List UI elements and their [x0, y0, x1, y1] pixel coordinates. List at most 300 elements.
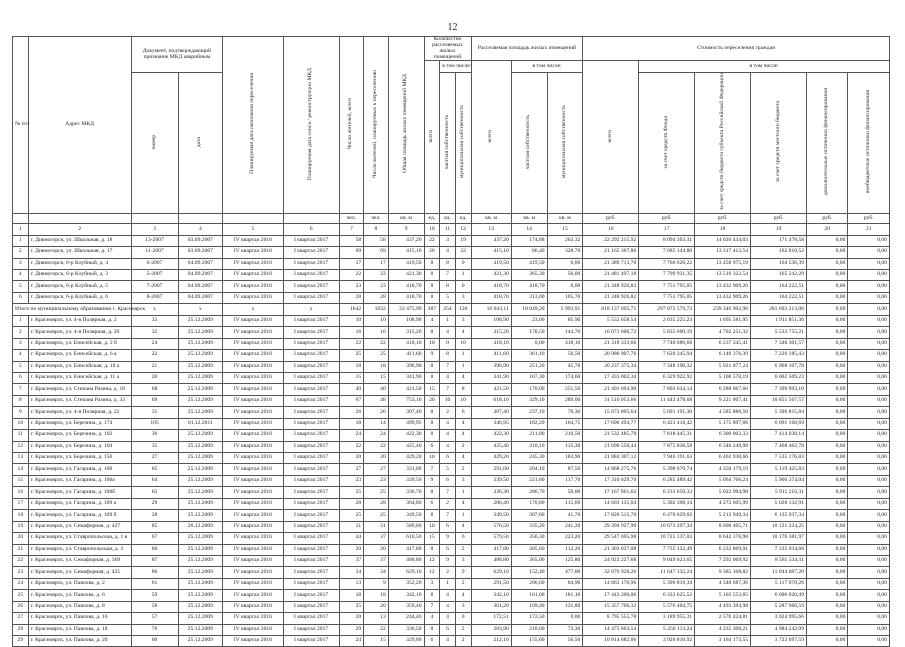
col-doc-date-header: дата	[196, 136, 203, 148]
total-cell: x	[131, 304, 178, 315]
table-cell: 7	[440, 384, 456, 395]
table-cell: 9 385 108,82	[695, 567, 751, 578]
table-cell: 425,40	[471, 441, 511, 452]
table-cell: 58	[339, 235, 364, 246]
table-cell: 144,70	[547, 327, 583, 338]
table-cell: г. Красноярск, ул. 4-я Полярная, д. 2	[28, 315, 131, 326]
table-cell: г. Красноярск, ул. Гагарина, д. 100а	[28, 475, 131, 486]
table-cell: 04.09.2007	[178, 281, 223, 292]
table-cell: 25.12.2009	[178, 533, 223, 544]
table-cell: 8	[424, 258, 440, 269]
table-cell: 2	[455, 578, 471, 589]
table-cell: 22	[424, 235, 440, 246]
table-cell: I квартал 2017	[283, 464, 339, 475]
table-cell: 7 292 069,92	[695, 555, 751, 566]
table-cell: IV квартал 2016	[223, 601, 283, 612]
table-cell: 359,40	[388, 601, 424, 612]
table-cell: 204,10	[511, 464, 547, 475]
table-cell: 1	[455, 487, 471, 498]
table-cell: 14 603 135,04	[583, 498, 639, 509]
table-cell: IV квартал 2016	[223, 510, 283, 521]
table-cell: 25.12.2009	[178, 453, 223, 464]
table-cell: 8 581 534,11	[751, 555, 807, 566]
col-area-total2-header: всего	[487, 129, 494, 143]
table-cell: 7	[440, 270, 456, 281]
table-cell: IV квартал 2016	[223, 613, 283, 624]
table-cell: 10 851 567,57	[751, 395, 807, 406]
table-cell: I квартал 2017	[283, 407, 339, 418]
table-cell: 164 222,51	[751, 281, 807, 292]
total-cell: x	[178, 304, 223, 315]
table-cell: 437,20	[471, 235, 511, 246]
table-cell: 3	[455, 601, 471, 612]
table-row	[13, 372, 890, 383]
table-cell: г. Красноярск, ул. Семафорная, д. 369	[28, 555, 131, 566]
table-cell: 22	[339, 441, 364, 452]
table-cell: 0,00	[848, 578, 890, 589]
table-cell: 8	[424, 430, 440, 441]
table-cell: 4	[440, 590, 456, 601]
table-cell: 4	[440, 372, 456, 383]
table-cell: 349,50	[388, 510, 424, 521]
table-cell: 16	[13, 487, 29, 498]
table-row	[13, 555, 890, 566]
table-cell: 152,40	[511, 567, 547, 578]
col-cost-incl-header: в том числе:	[639, 61, 890, 73]
table-cell: 10	[13, 418, 29, 429]
table-row	[13, 590, 890, 601]
table-cell: 0,00	[848, 361, 890, 372]
table-cell: 01.12.2011	[178, 418, 223, 429]
table-cell: 629,10	[471, 567, 511, 578]
table-cell: 115,30	[547, 441, 583, 452]
column-index-cell: 6	[283, 224, 339, 235]
table-cell: 4	[440, 327, 456, 338]
resettlement-table	[12, 36, 890, 647]
table-cell: 291,60	[471, 464, 511, 475]
table-cell: 210,60	[511, 624, 547, 635]
table-cell: 0,00	[807, 372, 848, 383]
table-cell: 25.12.2009	[178, 567, 223, 578]
table-cell: 22	[364, 441, 389, 452]
table-cell: 10 814 682,06	[583, 636, 639, 647]
table-cell: 25.12.2009	[178, 372, 223, 383]
column-index-cell: 9	[388, 224, 424, 235]
table-cell: 21 303 037,08	[583, 544, 639, 555]
table-cell: 328,70	[547, 247, 583, 258]
table-cell: 3	[455, 292, 471, 303]
table-cell: г. Красноярск, ул. Гагарина, д. 100	[28, 464, 131, 475]
table-cell: 17 690 494,77	[583, 418, 639, 429]
table-cell: 336,30	[471, 487, 511, 498]
table-cell: 421,50	[388, 384, 424, 395]
table-cell: 21 318 333,66	[583, 338, 639, 349]
table-cell: 4	[13, 350, 29, 361]
table-cell: 3	[440, 235, 456, 246]
table-cell: 66	[131, 544, 178, 555]
table-cell: 2	[13, 247, 29, 258]
table-cell: 4	[440, 601, 456, 612]
table-cell: 629,10	[388, 567, 424, 578]
table-cell: 9	[364, 578, 389, 589]
table-cell: 4	[455, 498, 471, 509]
table-cell: 8	[424, 327, 440, 338]
table-cell: 25.12.2009	[178, 338, 223, 349]
table-cell: I квартал 2017	[283, 624, 339, 635]
col-area-group-header: Расселяемая площадь жилых помещений	[471, 37, 583, 61]
table-cell: 6 968 107,78	[751, 361, 807, 372]
unit-cell: кв. м	[388, 214, 424, 224]
table-cell: 20	[339, 453, 364, 464]
table-cell: 0,00	[807, 270, 848, 281]
table-cell: 21 491 694,90	[583, 384, 639, 395]
table-cell: 0,00	[848, 613, 890, 624]
table-cell: 11	[13, 430, 29, 441]
table-row	[13, 578, 890, 589]
table-cell: 31	[131, 407, 178, 418]
table-cell: 4	[424, 613, 440, 624]
table-cell: 310,10	[511, 441, 547, 452]
table-cell: 418,70	[388, 292, 424, 303]
table-cell: 237,10	[511, 407, 547, 418]
table-cell: I квартал 2017	[283, 578, 339, 589]
table-cell: 44	[339, 533, 364, 544]
table-cell: 1	[13, 235, 29, 246]
table-cell: 421,30	[388, 270, 424, 281]
table-cell: 40	[339, 384, 364, 395]
table-cell: 7 620 345,94	[639, 350, 695, 361]
table-cell: 5 921 077,24	[695, 361, 751, 372]
table-cell: 244,40	[388, 613, 424, 624]
table-cell: 5 398 670,74	[639, 464, 695, 475]
table-cell: 14 026 434,03	[695, 235, 751, 246]
table-cell: IV квартал 2016	[223, 533, 283, 544]
unit-cell: руб.	[807, 214, 848, 224]
col-extra-header: дополнительные источники финансирования	[823, 88, 830, 196]
table-cell: г. Красноярск, ул. Гагарина, д. 109 б	[28, 510, 131, 521]
table-cell: 25	[364, 350, 389, 361]
table-cell: г. Красноярск, ул. Енисейская, д. 6 а	[28, 350, 131, 361]
table-cell: I квартал 2017	[283, 315, 339, 326]
table-cell: 29 547 695,98	[583, 533, 639, 544]
table-cell: 0,00	[547, 281, 583, 292]
table-cell: 2	[455, 464, 471, 475]
table-cell: 6 237 345,41	[695, 338, 751, 349]
table-cell: I квартал 2017	[283, 235, 339, 246]
table-cell: 8 094 303,31	[639, 235, 695, 246]
table-cell: 7 946 191,63	[639, 453, 695, 464]
table-cell: 164 536,39	[751, 258, 807, 269]
table-cell: I квартал 2017	[283, 270, 339, 281]
table-row	[13, 350, 890, 361]
table-cell: 7 348 190,32	[639, 361, 695, 372]
table-cell: 36	[131, 430, 178, 441]
table-cell: IV квартал 2016	[223, 315, 283, 326]
table-cell: 418,70	[511, 281, 547, 292]
table-cell: г. Красноярск, ул. Павлова, д. 18	[28, 624, 131, 635]
table-cell: 396,90	[471, 361, 511, 372]
table-cell: 12	[424, 555, 440, 566]
table-cell: I квартал 2017	[283, 601, 339, 612]
table-cell: 167,30	[511, 372, 547, 383]
table-cell: 1 911 851,36	[751, 315, 807, 326]
table-cell: 9	[440, 555, 456, 566]
table-cell: IV квартал 2016	[223, 544, 283, 555]
table-cell: г. Красноярск, ул. Павлова, д. 8	[28, 601, 131, 612]
table-cell: 2	[440, 498, 456, 509]
table-cell: 22	[364, 270, 389, 281]
table-cell: 0,00	[848, 487, 890, 498]
col-fund-header: за счет средств Фонда	[662, 115, 669, 169]
table-cell: 10	[455, 338, 471, 349]
table-cell: 0,00	[807, 430, 848, 441]
table-cell: 6 006 020,49	[751, 590, 807, 601]
table-cell: 0,00	[848, 453, 890, 464]
table-cell: 20	[339, 544, 364, 555]
table-cell: 18	[339, 361, 364, 372]
table-cell: 25.12.2009	[178, 578, 223, 589]
table-cell: 13 516 322,54	[695, 270, 751, 281]
table-cell: 31	[339, 521, 364, 532]
table-cell: 305,60	[511, 544, 547, 555]
table-cell: 0,00	[807, 510, 848, 521]
col-rooms-total-header: всего	[427, 129, 434, 143]
table-cell: I квартал 2017	[283, 487, 339, 498]
table-cell: 4	[13, 270, 29, 281]
table-cell: 4	[455, 590, 471, 601]
table-cell: 22	[455, 247, 471, 258]
table-cell: 18	[339, 418, 364, 429]
table-cell: 5	[13, 281, 29, 292]
table-cell: I квартал 2017	[283, 613, 339, 624]
table-cell: 31	[364, 521, 389, 532]
table-cell: 1	[440, 578, 456, 589]
table-cell: 356,30	[511, 533, 547, 544]
table-cell: 419,50	[511, 258, 547, 269]
table-cell: 20	[424, 395, 440, 406]
table-cell: 25	[13, 590, 29, 601]
table-cell: 8	[424, 270, 440, 281]
table-row	[13, 407, 890, 418]
table-cell: 9	[440, 533, 456, 544]
table-cell: 0,00	[807, 567, 848, 578]
table-cell: 164 222,51	[751, 292, 807, 303]
table-cell: 28	[364, 292, 389, 303]
table-cell: 3	[455, 555, 471, 566]
table-cell: 206,60	[511, 578, 547, 589]
table-cell: 165 242,29	[751, 270, 807, 281]
table-cell: 25.12.2009	[178, 624, 223, 635]
table-cell: 0,00	[807, 555, 848, 566]
total-row	[13, 304, 890, 315]
table-cell: 7	[440, 510, 456, 521]
table-cell: 6-2007	[131, 258, 178, 269]
table-cell: 155,60	[511, 636, 547, 647]
table-cell: 170,80	[511, 498, 547, 509]
table-cell: 17	[13, 498, 29, 509]
table-cell: г. Красноярск, ул. Павлова, д. 16	[28, 613, 131, 624]
table-cell: 499,95	[388, 418, 424, 429]
table-cell: 0,00	[807, 601, 848, 612]
col-unneeded-header: внебюджетные источники финансирования	[864, 90, 871, 194]
table-row	[13, 327, 890, 338]
table-cell: 0,00	[848, 395, 890, 406]
table-cell: 4	[455, 453, 471, 464]
table-cell: 25	[364, 510, 389, 521]
table-cell: 5 396 815,84	[751, 407, 807, 418]
table-body	[13, 224, 890, 647]
table-cell: 364,80	[388, 498, 424, 509]
table-cell: 0,00	[848, 441, 890, 452]
table-cell: IV квартал 2016	[223, 258, 283, 269]
table-cell: 417,80	[388, 544, 424, 555]
table-cell: 13 317 412,54	[695, 247, 751, 258]
total-cell: 387	[424, 304, 440, 315]
table-cell: IV квартал 2016	[223, 270, 283, 281]
table-cell: 0,00	[848, 567, 890, 578]
table-cell: 7 799 931,35	[639, 270, 695, 281]
table-cell: 4	[424, 315, 440, 326]
unit-cell: чел.	[364, 214, 389, 224]
table-cell: I квартал 2017	[283, 372, 339, 383]
table-cell: 1 695 581,95	[695, 315, 751, 326]
table-cell: 251,50	[547, 384, 583, 395]
table-cell: 7	[424, 464, 440, 475]
table-cell: 5 287 966,59	[751, 601, 807, 612]
table-cell: 2	[13, 327, 29, 338]
table-cell: 0,00	[807, 613, 848, 624]
table-cell: 7 535 176,83	[751, 453, 807, 464]
table-cell: 5 396 819,34	[639, 578, 695, 589]
table-cell: 7 414 038,14	[751, 430, 807, 441]
table-cell: 5 028 132,91	[751, 498, 807, 509]
table-cell: I квартал 2017	[283, 544, 339, 555]
table-cell: г. Красноярск, ул. Семафорная, д. 425	[28, 567, 131, 578]
table-cell: 85,90	[547, 315, 583, 326]
table-cell: 32	[131, 327, 178, 338]
table-cell: 7 803 634,14	[639, 384, 695, 395]
table-cell: 3	[424, 578, 440, 589]
table-header	[13, 37, 890, 224]
table-cell: 03.09.2007	[178, 247, 223, 258]
table-cell: I квартал 2017	[283, 384, 339, 395]
table-cell: 5 103 553,85	[695, 590, 751, 601]
table-cell: 7	[424, 601, 440, 612]
table-cell: 70,30	[547, 407, 583, 418]
table-cell: г. Красноярск, ул. Гагарина, д. 109 а	[28, 498, 131, 509]
table-cell: 24	[131, 338, 178, 349]
table-cell: 0,00	[848, 292, 890, 303]
column-index-cell: 2	[28, 224, 131, 235]
table-cell: 418,10	[547, 338, 583, 349]
table-cell: г. Красноярск, ул. Степана Разина, д. 33	[28, 395, 131, 406]
table-cell: 5 175 897,66	[695, 418, 751, 429]
table-cell: 13 458 975,19	[695, 258, 751, 269]
table-cell: 21 348 926,82	[583, 281, 639, 292]
table-row	[13, 533, 890, 544]
table-cell: 0,00	[848, 338, 890, 349]
table-row	[13, 395, 890, 406]
table-cell: 7 335 034,68	[751, 544, 807, 555]
table-cell: 21	[131, 361, 178, 372]
column-index-cell: 4	[178, 224, 223, 235]
table-row	[13, 247, 890, 258]
unit-cell: руб.	[848, 214, 890, 224]
table-cell: I квартал 2017	[283, 258, 339, 269]
table-cell: 342,10	[388, 590, 424, 601]
table-cell: 365,30	[511, 270, 547, 281]
table-cell: 5 213 949,34	[695, 510, 751, 521]
table-cell: 8	[424, 361, 440, 372]
table-cell: 0,00	[848, 521, 890, 532]
table-cell: IV квартал 2016	[223, 498, 283, 509]
table-cell: 210,50	[547, 430, 583, 441]
table-cell: 6 232 869,91	[695, 544, 751, 555]
table-cell: 2	[455, 441, 471, 452]
table-cell: 6	[440, 521, 456, 532]
table-cell: 8	[440, 258, 456, 269]
table-cell: 6	[440, 544, 456, 555]
table-cell: 13-2007	[131, 235, 178, 246]
table-cell: 313,00	[511, 292, 547, 303]
table-cell: 11 443 478,68	[639, 395, 695, 406]
table-cell: г. Красноярск, ул. Енисейская, д. 2 б	[28, 338, 131, 349]
table-cell: I квартал 2017	[283, 418, 339, 429]
table-row	[13, 624, 890, 635]
unit-cell: кв. м	[471, 214, 511, 224]
table-cell: 0,00	[807, 464, 848, 475]
table-cell: 0,00	[807, 418, 848, 429]
table-cell: 425,40	[388, 441, 424, 452]
table-cell: 8	[455, 384, 471, 395]
table-cell: 0,00	[848, 636, 890, 647]
table-cell: 262,32	[547, 235, 583, 246]
table-cell: 24	[339, 636, 364, 647]
table-cell: 0,00	[807, 384, 848, 395]
table-cell: IV квартал 2016	[223, 624, 283, 635]
table-cell: 21 532 485,78	[583, 430, 639, 441]
table-cell: I квартал 2017	[283, 521, 339, 532]
table-cell: 0,00	[807, 327, 848, 338]
table-cell: 0	[455, 281, 471, 292]
table-cell: 182,20	[511, 418, 547, 429]
table-cell: 618,10	[471, 395, 511, 406]
table-cell: 115,60	[547, 498, 583, 509]
table-cell: 0,00	[547, 613, 583, 624]
table-cell: 5 022 994,98	[695, 487, 751, 498]
table-cell: г. Дивногорск, 6-р Клубный, д. 4	[28, 258, 131, 269]
table-cell: 22 292 215,92	[583, 235, 639, 246]
column-index-cell: 3	[131, 224, 178, 235]
table-cell: 315,20	[388, 327, 424, 338]
table-cell: IV квартал 2016	[223, 407, 283, 418]
table-cell: 34	[364, 567, 389, 578]
col-area-total-header: Общая площадь жилых помещений МКД	[402, 74, 409, 174]
table-cell: 4 235 308,21	[695, 624, 751, 635]
table-cell: 170,50	[511, 327, 547, 338]
table-cell: 28	[364, 498, 389, 509]
table-cell: 28	[339, 498, 364, 509]
total-cell: 16 043,11	[471, 304, 511, 315]
table-cell: 25.12.2009	[178, 361, 223, 372]
table-cell: 0,00	[807, 624, 848, 635]
table-cell: 22	[339, 338, 364, 349]
column-index-cell: 17	[639, 224, 695, 235]
table-cell: 32 076 928,26	[583, 567, 639, 578]
table-cell: IV квартал 2016	[223, 418, 283, 429]
table-cell: 0,00	[848, 555, 890, 566]
table-cell: 25.12.2009	[178, 487, 223, 498]
